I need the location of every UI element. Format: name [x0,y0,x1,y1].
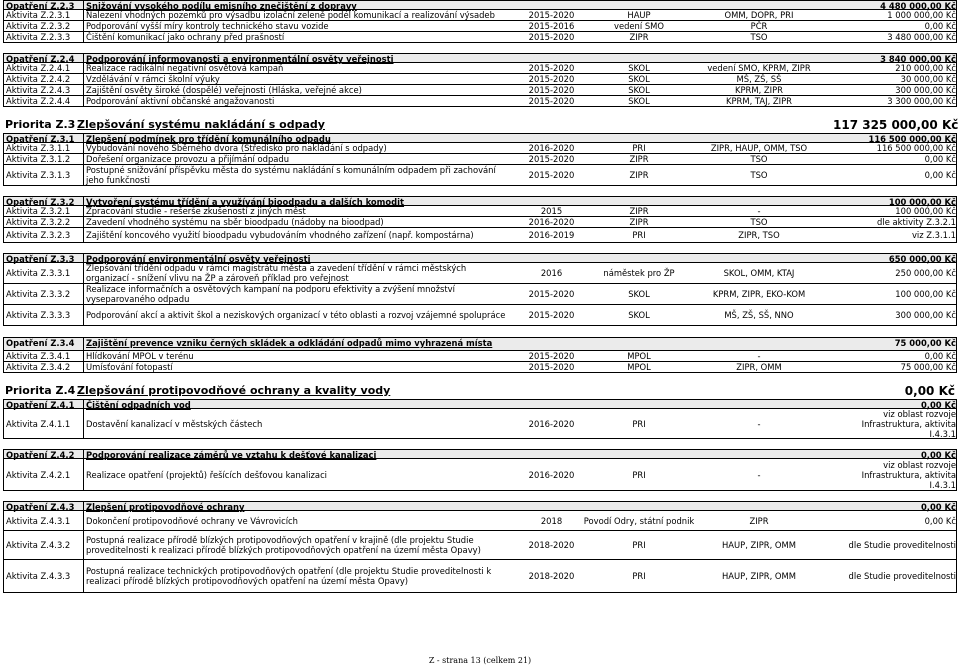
cell-period [509,450,594,458]
cell-cooperation: MŠ, ZŠ, SŠ [736,74,782,84]
measure-row [3,53,957,63]
cell-responsible [594,1,684,9]
cell-responsible [594,197,684,205]
row-spacer [3,373,957,384]
cell-period: 2015-2020 [528,154,575,164]
cell-responsible [594,400,684,408]
cell-cooperation: TSO [750,170,768,180]
cell-responsible [594,338,684,350]
cell-id: Aktivita Z.2.4.2 [4,74,84,84]
cell-cooperation [684,338,834,350]
activity-row [3,531,957,560]
cell-cost: 100 000,00 Kč [895,289,956,299]
cell-cost: viz Z.3.1.1 [911,230,956,240]
cell-cooperation: KPRM, TAJ, ZIPR [726,96,792,106]
cell-cooperation: ZIPR, TSO [738,230,780,240]
activity-row [3,206,957,217]
cell-cooperation [683,118,833,133]
cell-cooperation: - [757,206,761,216]
cell-description: Zajištění osvěty široké (dospělé) veřejnosti (Hláska, veřejné akce) [86,85,362,95]
cell-id: Aktivita Z.2.3.3 [4,32,84,42]
cell-id: Opatření Z.4.1 [4,400,84,408]
page-footer: Z - strana 13 (celkem 21) [428,656,532,665]
cell-description: Zlepšování systému nakládání s odpady [77,118,325,131]
priority-row [3,118,957,133]
cell-id: Aktivita Z.4.3.3 [4,560,84,592]
cell-period [508,118,593,133]
cell-id: Aktivita Z.2.3.2 [4,21,84,31]
cell-id: Priorita Z.4 [5,384,76,397]
cell-id: Aktivita Z.2.3.1 [4,10,84,20]
cell-id: Opatření Z.2.4 [4,54,84,62]
cell-cooperation [684,254,834,262]
row-spacer [3,186,957,196]
cell-cooperation [684,197,834,205]
cell-id: Priorita Z.3 [5,118,76,131]
activity-row [3,351,957,362]
measure-row [3,196,957,206]
cell-responsible: MPOL [627,351,651,361]
cell-responsible: ZIPR [629,32,649,42]
cell-period: 2016-2019 [528,230,575,240]
cell-cost: 3 480 000,00 Kč [887,32,956,42]
cell-description: Postupná realizace technických protipovodňových opatření (dle projektu Studie proveditelnosti k realizaci přírodě blízkých protipovodňových opatření na území města Opavy) [86,566,492,586]
cell-description: Zpracování studie - rešerše zkušeností z jiných měst [86,206,306,216]
cell-description: Vytvoření systému třídění a využívání bioodpadu a dalších komodit [86,197,405,207]
cell-cost: 0,00 Kč [920,400,956,410]
activity-row [3,63,957,74]
row-spacer [3,439,957,449]
measure-row [3,501,957,511]
activity-row [3,165,957,186]
cell-cooperation [684,450,834,458]
cell-period: 2015-2020 [528,170,575,180]
cell-cost: 1 000 000,00 Kč [887,10,956,20]
cell-cost: 3 840 000,00 Kč [880,54,956,64]
cell-cost: 117 325 000,00 Kč [833,118,959,132]
cell-description: Zlepšení podmínek pro třídění komunálního odpadu [86,134,331,144]
cell-id: Aktivita Z.3.4.2 [4,362,84,372]
activity-row [3,85,957,96]
cell-description: Dostavění kanalizací v městských částech [86,418,263,429]
cell-id: Aktivita Z.4.2.1 [4,459,84,490]
cell-cooperation: ZIPR, HAUP, OMM, TSO [710,143,808,153]
cell-id: Opatření Z.3.2 [4,197,84,205]
activity-row [3,21,957,32]
cell-cooperation: TSO [750,217,768,227]
cell-responsible: ZIPR [629,217,649,227]
cell-cost: 116 500 000,00 Kč [876,143,956,153]
cell-id: Aktivita Z.3.4.1 [4,351,84,361]
cell-description: Umísťování fotopastí [86,362,173,372]
cell-cost: 210 000,00 Kč [895,63,956,73]
cell-cost: 0,00 Kč [904,384,955,398]
cell-period [509,400,594,408]
cell-period [509,502,594,510]
cell-responsible: ZIPR [629,170,649,180]
cell-id: Aktivita Z.3.1.3 [4,165,84,185]
cell-responsible [593,118,683,133]
cell-id: Aktivita Z.3.2.2 [4,217,84,227]
cell-period: 2015-2020 [528,351,575,361]
cell-period [509,254,594,262]
cell-responsible: SKOL [628,310,650,320]
cell-cost: 100 000,00 Kč [888,197,956,207]
cell-description: Zajištění prevence vzniku černých skládek a odkládání odpadů mimo vyhrazená místa [86,338,493,348]
cell-period: 2015-2020 [528,63,575,73]
cell-cost: 250 000,00 Kč [895,268,956,278]
cell-cost: 116 500 000,00 Kč [868,134,956,144]
row-spacer [3,491,957,501]
priority-row [3,384,957,399]
cell-cooperation [683,384,833,399]
cell-cooperation: HAUP, ZIPR, OMM [722,571,796,581]
action-plan-table [3,0,957,593]
row-spacer [3,107,957,118]
activity-row [3,459,957,491]
cell-id: Opatření Z.2.3 [4,1,84,9]
cell-description: Podporování informovanosti a environmentální osvěty veřejnosti [86,54,394,64]
cell-cooperation: - [757,351,761,361]
cell-period [509,1,594,9]
cell-cooperation [684,400,834,408]
cell-description: Dořešení organizace provozu a přijímání odpadu [86,154,290,164]
cell-description: Podporování aktivní občanské angažovanosti [86,96,275,106]
cell-responsible: PRI [632,143,646,153]
cell-id: Aktivita Z.3.2.1 [4,206,84,216]
cell-description: Zavedení vhodného systému na sběr bioodpadu (nádoby na bioodpad) [86,217,384,227]
cell-cooperation: KPRM, ZIPR, EKO-KOM [712,289,806,299]
cell-cost: 4 480 000,00 Kč [880,1,956,11]
cell-cost: 0,00 Kč [924,170,956,180]
cell-cost: 650 000,00 Kč [888,254,956,264]
cell-cooperation: HAUP, ZIPR, OMM [722,540,796,550]
cell-cost: 3 300 000,00 Kč [887,96,956,106]
cell-cost: 300 000,00 Kč [895,85,956,95]
cell-cost: 0,00 Kč [920,502,956,512]
cell-id: Aktivita Z.4.3.2 [4,531,84,559]
cell-cooperation: ZIPR, OMM [736,362,782,372]
cell-id: Aktivita Z.3.2.3 [4,228,84,242]
cell-cooperation [684,502,834,510]
cell-period: 2015-2020 [528,289,575,299]
cell-id: Aktivita Z.3.1.1 [4,143,84,153]
cell-period: 2016-2020 [528,217,575,227]
cell-id: Opatření Z.3.3 [4,254,84,262]
activity-row [3,154,957,165]
measure-row [3,0,957,10]
activity-row [3,263,957,284]
activity-row [3,96,957,107]
cell-period: 2018-2020 [528,571,575,581]
cell-cost: 0,00 Kč [924,515,956,526]
cell-description: Realizace informačních a osvětových kampaní na podporu efektivity a zvýšení množství vyseparovaného odpadu [86,284,455,304]
activity-row [3,362,957,373]
measure-row [3,133,957,143]
cell-description: Podporování environmentální osvěty veřejnosti [86,254,311,264]
cell-responsible: SKOL [628,289,650,299]
cell-responsible: PRI [632,418,646,429]
cell-responsible: ZIPR [629,154,649,164]
activity-row [3,74,957,85]
cell-description: Vzdělávání v rámci školní výuky [86,74,220,84]
cell-period: 2015 [540,206,563,216]
cell-id: Aktivita Z.3.3.3 [4,305,84,325]
cell-cooperation: OMM, DOPR, PRI [724,10,794,20]
cell-description: Dokončení protipovodňové ochrany ve Vávrovicích [86,515,298,526]
cell-description: Podporování vyšší míry kontroly technického stavu vozide [86,21,329,31]
cell-cost: 30 000,00 Kč [900,74,956,84]
cell-description: Podporování realizace záměrů ve vztahu k dešťové kanalizaci [86,450,377,460]
cell-cost: 75 000,00 Kč [900,362,956,372]
cell-period: 2015-2020 [528,362,575,372]
cell-period: 2016-2020 [528,143,575,153]
cell-responsible: SKOL [628,63,650,73]
cell-cooperation [684,1,834,9]
cell-responsible [594,450,684,458]
cell-cost: 300 000,00 Kč [895,310,956,320]
cell-description: Postupná realizace přírodě blízkých protipovodňových opatření v krajině (dle projektu Studie proveditelnosti k realizaci přírodě blízkých protipovodňových opatření na území města Opavy) [86,535,481,555]
cell-responsible: PRI [632,230,646,240]
row-spacer [3,43,957,53]
cell-cooperation: KPRM, ZIPR [735,85,783,95]
cell-responsible [594,134,684,142]
cell-cooperation: SKOL, OMM, KTAJ [723,268,795,278]
cell-period: 2015-2020 [528,10,575,20]
cell-cooperation: TSO [750,154,768,164]
cell-cost: viz oblast rozvoje Infrastruktura, aktivita I.4.3.1 [861,459,956,490]
cell-id: Opatření Z.3.1 [4,134,84,142]
cell-period [508,384,593,399]
cell-description: Čištění komunikací jako ochrany před prašností [86,32,285,42]
cell-id: Opatření Z.4.3 [4,502,84,510]
cell-period: 2015-2020 [528,74,575,84]
cell-cost: 0,00 Kč [924,154,956,164]
cell-period: 2015-2020 [528,310,575,320]
cell-id: Aktivita Z.4.1.1 [4,409,84,438]
cell-description: Podporování akcí a aktivit škol a neziskových organizací v této oblasti a rozvoj vzájemné spolupráce [86,310,506,320]
cell-cost: 75 000,00 Kč [894,338,956,348]
cell-responsible [594,54,684,62]
cell-responsible: SKOL [628,74,650,84]
row-spacer [3,326,957,337]
cell-period [509,197,594,205]
cell-responsible: vedení SMO [613,21,664,31]
cell-period: 2018 [540,515,563,526]
cell-period [509,134,594,142]
cell-responsible: SKOL [628,96,650,106]
cell-description: Zlepšování třídění odpadu v rámci magistrátu města a zavedení třídění v rámci městských organizací - snížení vlivu na ŽP a zároveň příklad pro veřejnost [86,263,467,283]
cell-cost: 0,00 Kč [924,21,956,31]
cell-responsible [594,254,684,262]
cell-cooperation: - [757,469,761,480]
cell-id: Aktivita Z.3.3.2 [4,284,84,304]
cell-responsible: PRI [632,469,646,480]
measure-row [3,399,957,409]
activity-row [3,143,957,154]
cell-responsible: PRI [632,571,646,581]
cell-cooperation: MŠ, ZŠ, SŠ, NNO [724,310,794,320]
cell-period [509,54,594,62]
measure-row [3,253,957,263]
cell-description: Realizace radikální negativní osvětová kampaň [86,63,284,73]
cell-id: Aktivita Z.2.4.1 [4,63,84,73]
cell-id: Aktivita Z.2.4.4 [4,96,84,106]
cell-cost: 0,00 Kč [924,351,956,361]
cell-cost: dle Studie proveditelnosti [848,540,956,550]
cell-cost: 100 000,00 Kč [895,206,956,216]
cell-description: Vybudování nového Sběrného dvora (Středisko pro nakládání s odpady) [86,143,387,153]
cell-period: 2015-2020 [528,96,575,106]
cell-cooperation [684,134,834,142]
cell-period: 2015-2016 [528,21,575,31]
activity-row [3,10,957,21]
cell-cooperation: vedení SMO, KPRM, ZIPR [707,63,811,73]
cell-description: Snižování vysokého podílu emisního znečištění z dopravy [86,1,357,11]
cell-id: Aktivita Z.3.1.2 [4,154,84,164]
cell-responsible: ZIPR [629,206,649,216]
measure-row [3,337,957,351]
activity-row [3,305,957,326]
cell-period: 2016-2020 [528,418,575,429]
activity-row [3,284,957,305]
row-spacer [3,243,957,253]
cell-period: 2015-2020 [528,85,575,95]
activity-row [3,409,957,439]
cell-id: Opatření Z.4.2 [4,450,84,458]
cell-description: Zajištění koncového využití bioodpadu vybudováním vhodného zařízení (např. kompostárna) [86,230,474,240]
cell-period: 2016-2020 [528,469,575,480]
cell-period: 2018-2020 [528,540,575,550]
activity-row [3,511,957,531]
cell-period: 2015-2020 [528,32,575,42]
cell-description: Postupné snižování příspěvku města do systému nakládání s komunálním odpadem při zachování jeho funkčnosti [86,165,496,185]
cell-responsible [593,384,683,399]
cell-cooperation: TSO [750,32,768,42]
cell-cooperation [684,54,834,62]
activity-row [3,560,957,593]
cell-responsible: MPOL [627,362,651,372]
cell-description: Zlepšování protipovodňové ochrany a kvality vody [77,384,391,397]
cell-responsible: PRI [632,540,646,550]
cell-responsible: HAUP [627,10,651,20]
cell-description: Hlídkování MPOL v terénu [86,351,194,361]
cell-cooperation: - [757,418,761,429]
cell-responsible [594,502,684,510]
cell-cooperation: ZIPR [749,515,769,526]
cell-id: Aktivita Z.3.3.1 [4,263,84,283]
cell-cost: dle Studie proveditelnosti [848,571,956,581]
cell-cost: dle aktivity Z.3.2.1 [877,217,956,227]
cell-period: 2016 [540,268,563,278]
cell-id: Aktivita Z.2.4.3 [4,85,84,95]
activity-row [3,228,957,243]
measure-row [3,449,957,459]
cell-id: Opatření Z.3.4 [4,338,84,350]
cell-responsible: SKOL [628,85,650,95]
cell-responsible: Povodí Odry, státní podnik [583,515,695,526]
cell-cost: 0,00 Kč [920,450,956,460]
cell-description: Čištění odpadních vod [86,400,191,410]
cell-period [509,338,594,350]
cell-id: Aktivita Z.4.3.1 [4,511,84,530]
cell-description: Zlepšení protipovodňové ochrany [86,502,245,512]
cell-cost: viz oblast rozvoje Infrastruktura, aktivita I.4.3.1 [861,408,956,439]
cell-description: Nalezení vhodných pozemků pro výsadbu izolační zeleně podél komunikací a realizování výsadeb [86,10,495,20]
activity-row [3,32,957,43]
cell-description: Realizace opatření (projektů) řešících dešťovou kanalizaci [86,469,327,480]
activity-row [3,217,957,228]
cell-cooperation: PČR [750,21,768,31]
cell-responsible: náměstek pro ŽP [603,268,675,278]
